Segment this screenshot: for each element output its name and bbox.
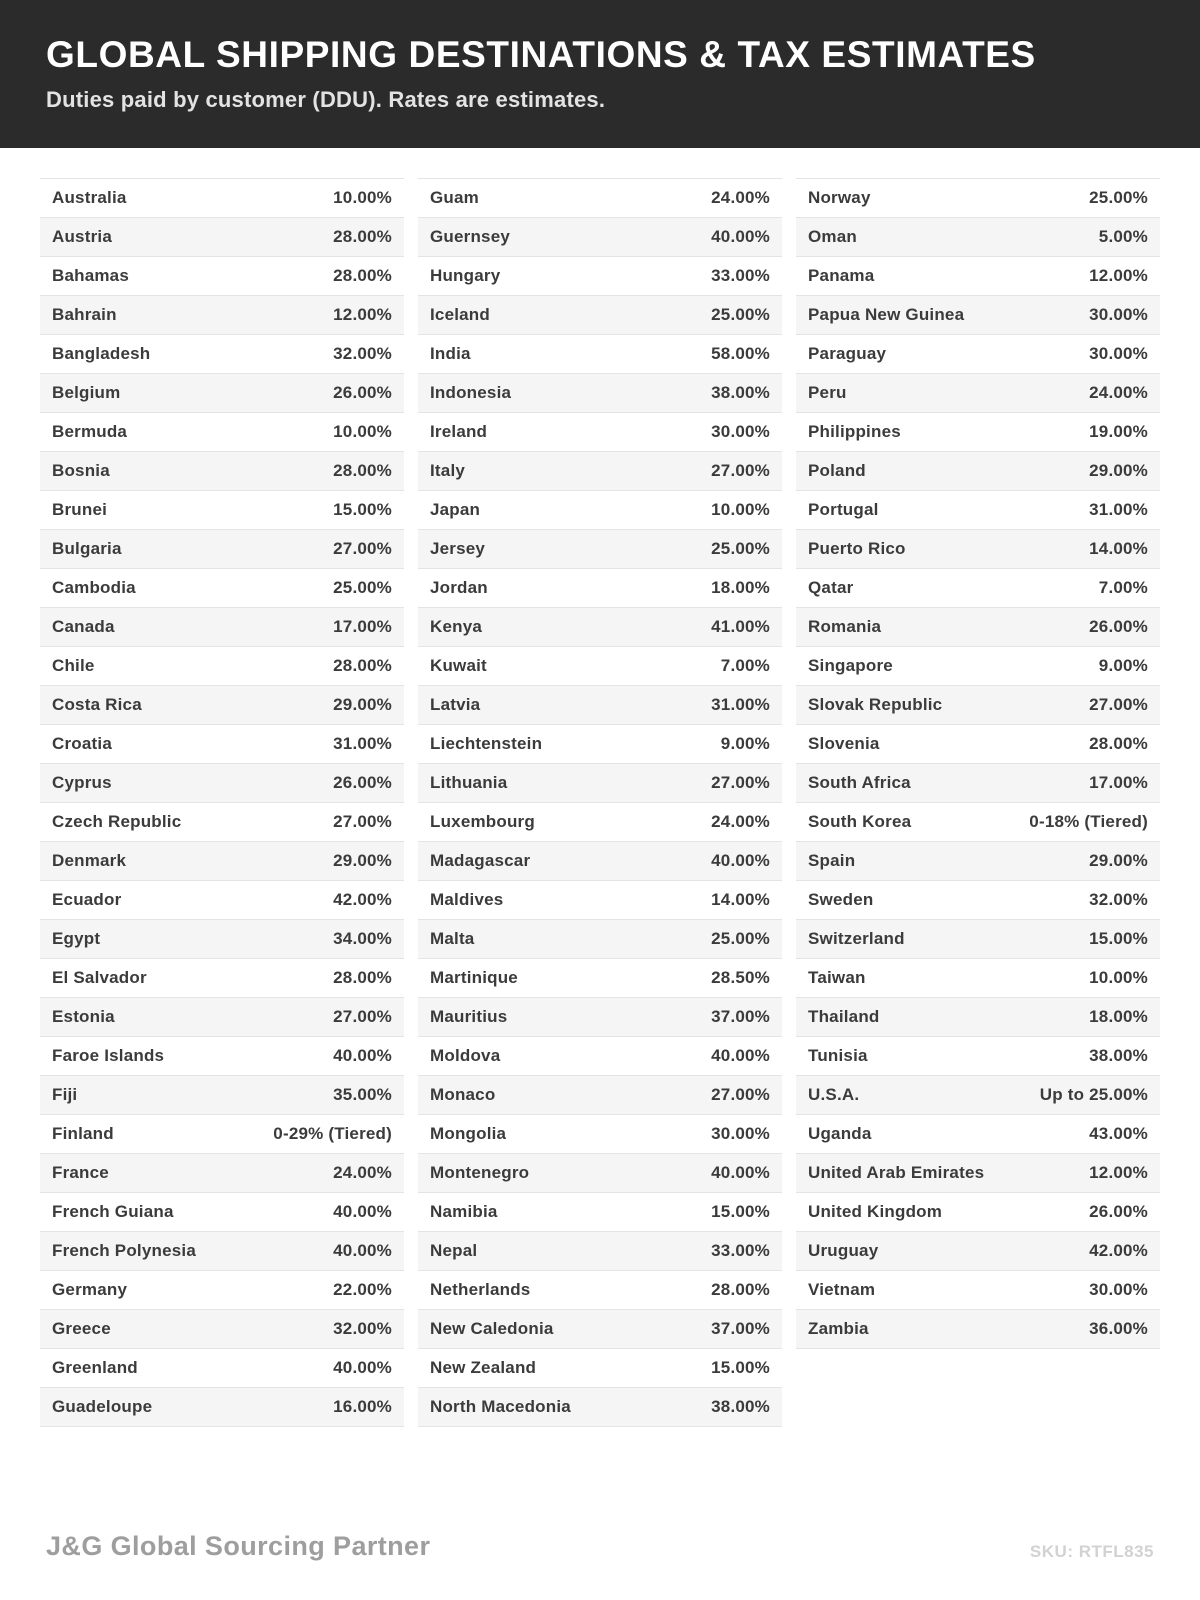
table-row bbox=[40, 1310, 404, 1349]
tax-rate: 14.00% bbox=[711, 890, 770, 909]
table-row bbox=[418, 257, 782, 296]
table-row bbox=[40, 881, 404, 920]
tax-rate: 29.00% bbox=[1089, 461, 1148, 480]
tax-rate: 27.00% bbox=[333, 1007, 392, 1026]
country-name: Egypt bbox=[52, 929, 101, 948]
table-row bbox=[40, 608, 404, 647]
tax-rate: 27.00% bbox=[711, 773, 770, 792]
page-footer bbox=[0, 1531, 1200, 1562]
table-row bbox=[796, 1115, 1160, 1154]
tax-rate: 10.00% bbox=[333, 422, 392, 441]
tax-rate: 25.00% bbox=[711, 539, 770, 558]
tax-rate: 25.00% bbox=[1089, 188, 1148, 207]
table-row bbox=[40, 452, 404, 491]
country-name: Ireland bbox=[430, 422, 488, 441]
country-name: Maldives bbox=[430, 890, 504, 909]
country-name: Puerto Rico bbox=[808, 539, 906, 558]
tax-rate: 35.00% bbox=[333, 1085, 392, 1104]
table-row bbox=[40, 920, 404, 959]
country-name: Poland bbox=[808, 461, 866, 480]
country-name: Bahamas bbox=[52, 266, 129, 285]
rate-column bbox=[40, 178, 404, 1427]
country-name: Vietnam bbox=[808, 1280, 876, 1299]
country-name: Sweden bbox=[808, 890, 874, 909]
country-name: Croatia bbox=[52, 734, 112, 753]
country-name: El Salvador bbox=[52, 968, 147, 987]
table-row bbox=[40, 959, 404, 998]
country-name: Philippines bbox=[808, 422, 901, 441]
tax-rate: 26.00% bbox=[1089, 1202, 1148, 1221]
table-row bbox=[796, 1310, 1160, 1349]
table-row bbox=[40, 491, 404, 530]
rate-column bbox=[418, 178, 782, 1427]
country-name: Finland bbox=[52, 1124, 114, 1143]
table-row bbox=[418, 569, 782, 608]
table-row bbox=[418, 920, 782, 959]
tax-rate: 7.00% bbox=[1098, 578, 1148, 597]
tax-rate: 10.00% bbox=[333, 188, 392, 207]
table-row bbox=[418, 452, 782, 491]
country-name: United Arab Emirates bbox=[808, 1163, 985, 1182]
table-row bbox=[796, 413, 1160, 452]
tax-rate: 15.00% bbox=[333, 500, 392, 519]
country-name: Belgium bbox=[52, 383, 121, 402]
tax-rate: 12.00% bbox=[333, 305, 392, 324]
table-row bbox=[40, 686, 404, 725]
tax-rate: 25.00% bbox=[711, 305, 770, 324]
table-row bbox=[796, 179, 1160, 218]
country-name: Jordan bbox=[430, 578, 488, 597]
country-name: Cyprus bbox=[52, 773, 112, 792]
country-name: Mauritius bbox=[430, 1007, 508, 1026]
table-row bbox=[796, 1232, 1160, 1271]
table-row bbox=[418, 1349, 782, 1388]
country-name: Japan bbox=[430, 500, 481, 519]
table-row bbox=[418, 1388, 782, 1427]
country-name: Slovak Republic bbox=[808, 695, 943, 714]
tax-rate: 17.00% bbox=[333, 617, 392, 636]
tax-rate: 16.00% bbox=[333, 1397, 392, 1416]
country-name: Austria bbox=[52, 227, 112, 246]
tax-rate: 0-18% (Tiered) bbox=[1029, 812, 1148, 831]
tax-rate: 29.00% bbox=[333, 695, 392, 714]
tax-rate: 27.00% bbox=[711, 461, 770, 480]
country-name: Australia bbox=[52, 188, 127, 207]
country-name: Bangladesh bbox=[52, 344, 151, 363]
country-name: Namibia bbox=[430, 1202, 498, 1221]
country-name: Zambia bbox=[808, 1319, 869, 1338]
tax-rate: 22.00% bbox=[333, 1280, 392, 1299]
country-name: Martinique bbox=[430, 968, 518, 987]
table-row bbox=[796, 920, 1160, 959]
country-name: South Africa bbox=[808, 773, 911, 792]
tax-rate: 27.00% bbox=[1089, 695, 1148, 714]
table-row bbox=[418, 725, 782, 764]
tax-rate: 30.00% bbox=[711, 422, 770, 441]
country-name: Slovenia bbox=[808, 734, 880, 753]
tax-rate: 12.00% bbox=[1089, 1163, 1148, 1182]
tax-rate: 42.00% bbox=[1089, 1241, 1148, 1260]
table-row bbox=[796, 608, 1160, 647]
tax-rate: 40.00% bbox=[711, 1046, 770, 1065]
table-row bbox=[796, 959, 1160, 998]
table-row bbox=[796, 452, 1160, 491]
table-row bbox=[796, 803, 1160, 842]
table-row bbox=[40, 764, 404, 803]
sku-label: SKU: RTFL835 bbox=[1029, 1542, 1154, 1561]
table-row bbox=[796, 725, 1160, 764]
table-row bbox=[40, 1232, 404, 1271]
table-row bbox=[40, 257, 404, 296]
tax-rate: 15.00% bbox=[1089, 929, 1148, 948]
table-row bbox=[796, 1271, 1160, 1310]
tax-rate: 29.00% bbox=[333, 851, 392, 870]
country-name: Guam bbox=[430, 188, 479, 207]
tax-rate: 32.00% bbox=[1089, 890, 1148, 909]
page-header bbox=[0, 0, 1200, 148]
tax-rate: 40.00% bbox=[333, 1358, 392, 1377]
country-name: Madagascar bbox=[430, 851, 531, 870]
tax-rate: 30.00% bbox=[1089, 305, 1148, 324]
tax-rate: 7.00% bbox=[720, 656, 770, 675]
country-name: Paraguay bbox=[808, 344, 887, 363]
table-row bbox=[418, 1232, 782, 1271]
country-name: Luxembourg bbox=[430, 812, 535, 831]
country-name: Monaco bbox=[430, 1085, 496, 1104]
table-row bbox=[418, 842, 782, 881]
tax-rate: 32.00% bbox=[333, 1319, 392, 1338]
table-row bbox=[418, 1076, 782, 1115]
country-name: Costa Rica bbox=[52, 695, 142, 714]
country-name: North Macedonia bbox=[430, 1397, 571, 1416]
table-row bbox=[418, 1271, 782, 1310]
tax-rate: 19.00% bbox=[1089, 422, 1148, 441]
table-row bbox=[40, 1271, 404, 1310]
tax-rate: 25.00% bbox=[333, 578, 392, 597]
country-name: Taiwan bbox=[808, 968, 866, 987]
table-row bbox=[40, 1037, 404, 1076]
country-name: Ecuador bbox=[52, 890, 122, 909]
country-name: Uganda bbox=[808, 1124, 872, 1143]
country-name: Lithuania bbox=[430, 773, 508, 792]
tax-rate: 28.00% bbox=[1089, 734, 1148, 753]
tax-rate: 31.00% bbox=[1089, 500, 1148, 519]
table-row bbox=[796, 530, 1160, 569]
country-name: Latvia bbox=[430, 695, 481, 714]
country-name: United Kingdom bbox=[808, 1202, 943, 1221]
table-row bbox=[40, 725, 404, 764]
tax-rate: 26.00% bbox=[1089, 617, 1148, 636]
table-row bbox=[40, 1349, 404, 1388]
tax-rate: 34.00% bbox=[333, 929, 392, 948]
country-name: Bulgaria bbox=[52, 539, 122, 558]
table-row bbox=[418, 959, 782, 998]
table-row bbox=[418, 413, 782, 452]
table-row bbox=[40, 842, 404, 881]
tax-rate: 40.00% bbox=[711, 1163, 770, 1182]
table-row bbox=[418, 1310, 782, 1349]
tax-rate: 9.00% bbox=[720, 734, 770, 753]
country-name: Papua New Guinea bbox=[808, 305, 965, 324]
tax-rate: 40.00% bbox=[333, 1241, 392, 1260]
country-name: Mongolia bbox=[430, 1124, 507, 1143]
table-row bbox=[796, 335, 1160, 374]
tax-rate: 33.00% bbox=[711, 266, 770, 285]
tax-rate: 10.00% bbox=[711, 500, 770, 519]
tax-rate: 5.00% bbox=[1098, 227, 1148, 246]
tax-rate: 18.00% bbox=[1089, 1007, 1148, 1026]
country-name: Brunei bbox=[52, 500, 108, 519]
tax-rate: 10.00% bbox=[1089, 968, 1148, 987]
country-name: India bbox=[430, 344, 471, 363]
country-name: Bermuda bbox=[52, 422, 128, 441]
table-row bbox=[418, 1115, 782, 1154]
table-row bbox=[418, 1037, 782, 1076]
country-name: Jersey bbox=[430, 539, 486, 558]
table-row bbox=[418, 491, 782, 530]
table-row bbox=[418, 803, 782, 842]
tax-rate: 30.00% bbox=[1089, 1280, 1148, 1299]
tax-rate: 32.00% bbox=[333, 344, 392, 363]
country-name: Czech Republic bbox=[52, 812, 182, 831]
country-name: Germany bbox=[52, 1280, 128, 1299]
country-name: France bbox=[52, 1163, 109, 1182]
country-name: Tunisia bbox=[808, 1046, 868, 1065]
tax-rate: 26.00% bbox=[333, 383, 392, 402]
tax-rate: 17.00% bbox=[1089, 773, 1148, 792]
table-row bbox=[418, 218, 782, 257]
table-row bbox=[796, 1076, 1160, 1115]
tax-rate: 0-29% (Tiered) bbox=[273, 1124, 392, 1143]
table-row bbox=[40, 803, 404, 842]
table-row bbox=[40, 179, 404, 218]
country-name: Liechtenstein bbox=[430, 734, 543, 753]
table-row bbox=[40, 998, 404, 1037]
table-row bbox=[796, 998, 1160, 1037]
page-subtitle: Duties paid by customer (DDU). Rates are estimates. bbox=[46, 86, 606, 112]
country-name: Montenegro bbox=[430, 1163, 530, 1182]
country-name: Bosnia bbox=[52, 461, 110, 480]
country-name: Peru bbox=[808, 383, 847, 402]
country-name: Hungary bbox=[430, 266, 501, 285]
country-name: Switzerland bbox=[808, 929, 905, 948]
tax-rate: 28.00% bbox=[333, 227, 392, 246]
table-row bbox=[40, 647, 404, 686]
country-name: Greenland bbox=[52, 1358, 138, 1377]
country-name: Nepal bbox=[430, 1241, 478, 1260]
tax-rate: 33.00% bbox=[711, 1241, 770, 1260]
tax-rate: 25.00% bbox=[711, 929, 770, 948]
country-name: Uruguay bbox=[808, 1241, 879, 1260]
table-row bbox=[796, 257, 1160, 296]
tax-rate: 14.00% bbox=[1089, 539, 1148, 558]
country-name: New Caledonia bbox=[430, 1319, 554, 1338]
tax-rate: 28.50% bbox=[711, 968, 770, 987]
tax-rate: 31.00% bbox=[711, 695, 770, 714]
tax-rate: 40.00% bbox=[711, 227, 770, 246]
rate-column bbox=[796, 178, 1160, 1427]
country-name: Netherlands bbox=[430, 1280, 531, 1299]
country-name: Fiji bbox=[52, 1085, 78, 1104]
tax-rate: 41.00% bbox=[711, 617, 770, 636]
table-row bbox=[40, 1076, 404, 1115]
table-row bbox=[418, 998, 782, 1037]
table-row bbox=[418, 530, 782, 569]
table-row bbox=[796, 1037, 1160, 1076]
table-row bbox=[40, 1154, 404, 1193]
tax-rate: 38.00% bbox=[1089, 1046, 1148, 1065]
table-row bbox=[418, 686, 782, 725]
table-row bbox=[40, 296, 404, 335]
country-name: Guadeloupe bbox=[52, 1397, 153, 1416]
country-name: Singapore bbox=[808, 656, 893, 675]
page-title: GLOBAL SHIPPING DESTINATIONS & TAX ESTIMATES bbox=[46, 34, 1036, 75]
country-name: Oman bbox=[808, 227, 857, 246]
table-row bbox=[418, 296, 782, 335]
table-row bbox=[418, 1193, 782, 1232]
country-name: Denmark bbox=[52, 851, 127, 870]
table-row bbox=[796, 569, 1160, 608]
country-name: Italy bbox=[430, 461, 466, 480]
table-row bbox=[40, 374, 404, 413]
table-row bbox=[40, 1193, 404, 1232]
country-name: Iceland bbox=[430, 305, 490, 324]
tax-rate: 37.00% bbox=[711, 1319, 770, 1338]
table-row bbox=[418, 608, 782, 647]
tax-rate: 15.00% bbox=[711, 1202, 770, 1221]
table-row bbox=[40, 569, 404, 608]
tax-rate: 38.00% bbox=[711, 383, 770, 402]
table-row bbox=[40, 413, 404, 452]
table-row bbox=[40, 1388, 404, 1427]
table-row bbox=[796, 491, 1160, 530]
brand-name: J&G Global Sourcing Partner bbox=[46, 1531, 431, 1561]
country-name: Kenya bbox=[430, 617, 483, 636]
tax-rate: 27.00% bbox=[711, 1085, 770, 1104]
country-name: Guernsey bbox=[430, 227, 511, 246]
table-row bbox=[40, 1115, 404, 1154]
table-row bbox=[796, 1193, 1160, 1232]
country-name: Greece bbox=[52, 1319, 111, 1338]
country-name: Chile bbox=[52, 656, 95, 675]
table-row bbox=[40, 335, 404, 374]
tax-rate: 28.00% bbox=[333, 266, 392, 285]
country-name: Moldova bbox=[430, 1046, 501, 1065]
tax-rate: 28.00% bbox=[333, 968, 392, 987]
country-name: Romania bbox=[808, 617, 882, 636]
country-name: Kuwait bbox=[430, 656, 487, 675]
tax-rate: 40.00% bbox=[711, 851, 770, 870]
table-row bbox=[796, 647, 1160, 686]
tax-rate: 24.00% bbox=[333, 1163, 392, 1182]
tax-rate: Up to 25.00% bbox=[1039, 1085, 1148, 1104]
table-row bbox=[418, 764, 782, 803]
country-name: Spain bbox=[808, 851, 856, 870]
tax-rate: 12.00% bbox=[1089, 266, 1148, 285]
table-row bbox=[796, 686, 1160, 725]
tax-rate: 43.00% bbox=[1089, 1124, 1148, 1143]
country-name: South Korea bbox=[808, 812, 912, 831]
table-row bbox=[796, 296, 1160, 335]
tax-rate: 42.00% bbox=[333, 890, 392, 909]
tax-rate: 37.00% bbox=[711, 1007, 770, 1026]
country-name: Indonesia bbox=[430, 383, 512, 402]
table-row bbox=[796, 881, 1160, 920]
table-row bbox=[418, 335, 782, 374]
country-name: Estonia bbox=[52, 1007, 115, 1026]
tax-rate: 27.00% bbox=[333, 539, 392, 558]
country-name: Cambodia bbox=[52, 578, 136, 597]
country-name: Portugal bbox=[808, 500, 879, 519]
tax-rate: 28.00% bbox=[333, 461, 392, 480]
table-row bbox=[418, 647, 782, 686]
tax-rate: 28.00% bbox=[711, 1280, 770, 1299]
country-name: French Polynesia bbox=[52, 1241, 196, 1260]
table-row bbox=[796, 842, 1160, 881]
tax-rate: 40.00% bbox=[333, 1046, 392, 1065]
tax-rate: 24.00% bbox=[1089, 383, 1148, 402]
country-name: U.S.A. bbox=[808, 1085, 860, 1104]
country-name: Panama bbox=[808, 266, 875, 285]
table-row bbox=[418, 179, 782, 218]
country-name: French Guiana bbox=[52, 1202, 174, 1221]
table-row bbox=[418, 374, 782, 413]
tax-rate: 9.00% bbox=[1098, 656, 1148, 675]
table-row bbox=[796, 1154, 1160, 1193]
tax-rate: 24.00% bbox=[711, 188, 770, 207]
tax-rate: 18.00% bbox=[711, 578, 770, 597]
country-name: New Zealand bbox=[430, 1358, 537, 1377]
table-row bbox=[418, 881, 782, 920]
table-row bbox=[40, 530, 404, 569]
tax-rate: 38.00% bbox=[711, 1397, 770, 1416]
tax-rate: 30.00% bbox=[1089, 344, 1148, 363]
tax-rate: 58.00% bbox=[711, 344, 770, 363]
country-name: Faroe Islands bbox=[52, 1046, 165, 1065]
country-name: Norway bbox=[808, 188, 871, 207]
tax-rate: 30.00% bbox=[711, 1124, 770, 1143]
tax-rate: 27.00% bbox=[333, 812, 392, 831]
country-name: Canada bbox=[52, 617, 115, 636]
table-row bbox=[40, 218, 404, 257]
table-row bbox=[796, 218, 1160, 257]
tax-rate: 28.00% bbox=[333, 656, 392, 675]
country-name: Bahrain bbox=[52, 305, 117, 324]
tax-rate: 36.00% bbox=[1089, 1319, 1148, 1338]
table-row bbox=[418, 1154, 782, 1193]
table-row bbox=[796, 374, 1160, 413]
table-row bbox=[796, 764, 1160, 803]
tax-rate: 40.00% bbox=[333, 1202, 392, 1221]
tax-rate: 24.00% bbox=[711, 812, 770, 831]
tax-rate: 29.00% bbox=[1089, 851, 1148, 870]
rates-table bbox=[0, 148, 1200, 1427]
country-name: Qatar bbox=[808, 578, 854, 597]
tax-rate: 15.00% bbox=[711, 1358, 770, 1377]
country-name: Malta bbox=[430, 929, 475, 948]
tax-rate: 31.00% bbox=[333, 734, 392, 753]
tax-rate: 26.00% bbox=[333, 773, 392, 792]
country-name: Thailand bbox=[808, 1007, 880, 1026]
